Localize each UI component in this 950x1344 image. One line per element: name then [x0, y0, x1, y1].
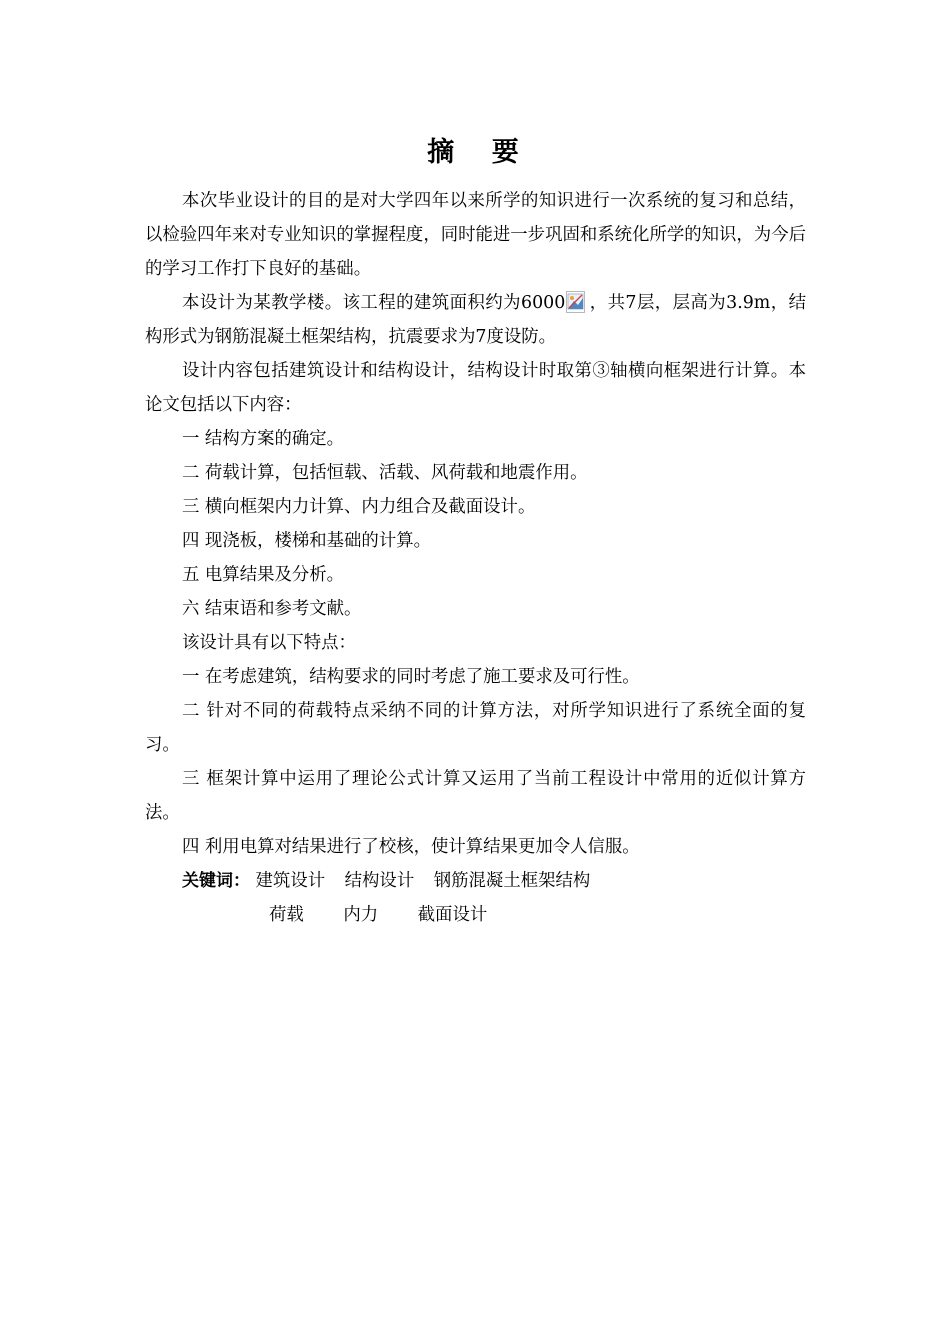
keywords-label: 关键词： — [182, 871, 250, 891]
keyword: 内力 — [343, 905, 379, 925]
list-item: 二 针对不同的荷载特点采纳不同的计算方法，对所学知识进行了系统全面的复习。 — [145, 701, 806, 755]
broken-image-icon — [566, 291, 585, 313]
paragraph-purpose: 本次毕业设计的目的是对大学四年以来所学的知识进行一次系统的复习和总结，以检验四年来对专业知识的掌握程度，同时能进一步巩固和系统化所学的知识，为今后的学习工作打下良好的基础。 — [145, 191, 806, 279]
list-item: 三 横向框架内力计算、内力组合及截面设计。 — [182, 497, 536, 517]
abstract-title: 摘 要 — [427, 137, 533, 168]
project-area-text: 本设计为某教学楼。该工程的建筑面积约为6000 — [182, 293, 566, 313]
abstract-body — [145, 184, 806, 932]
list-item: 一 结构方案的确定。 — [182, 429, 345, 449]
keyword: 建筑设计 — [255, 871, 326, 891]
paragraph-design-content: 设计内容包括建筑设计和结构设计，结构设计时取第③轴横向框架进行计算。本论文包括以下内容： — [145, 361, 806, 415]
paragraph-project-overview — [145, 286, 806, 354]
keyword: 荷载 — [269, 905, 304, 925]
list-item: 五 电算结果及分析。 — [182, 565, 345, 585]
list-item: 六 结束语和参考文献。 — [182, 599, 362, 619]
list-item: 二 荷载计算，包括恒载、活载、风荷载和地震作用。 — [182, 463, 588, 483]
keywords-line — [145, 864, 806, 898]
keyword: 截面设计 — [417, 905, 488, 925]
keywords-line — [145, 898, 806, 932]
project-structure-text: ，共7层，层高为3.9m，结构形式为钢筋混凝土框架结构，抗震要求为7度设防。 — [145, 293, 806, 347]
list-item: 四 现浇板，楼梯和基础的计算。 — [182, 531, 431, 551]
list-item: 四 利用电算对结果进行了校核，使计算结果更加令人信服。 — [182, 837, 640, 857]
list-item: 三 框架计算中运用了理论公式计算又运用了当前工程设计中常用的近似计算方法。 — [145, 769, 806, 823]
keyword: 钢筋混凝土框架结构 — [433, 871, 591, 891]
list-item: 一 在考虑建筑，结构要求的同时考虑了施工要求及可行性。 — [182, 667, 640, 687]
keyword: 结构设计 — [344, 871, 415, 891]
paragraph-features-intro: 该设计具有以下特点： — [182, 633, 356, 653]
